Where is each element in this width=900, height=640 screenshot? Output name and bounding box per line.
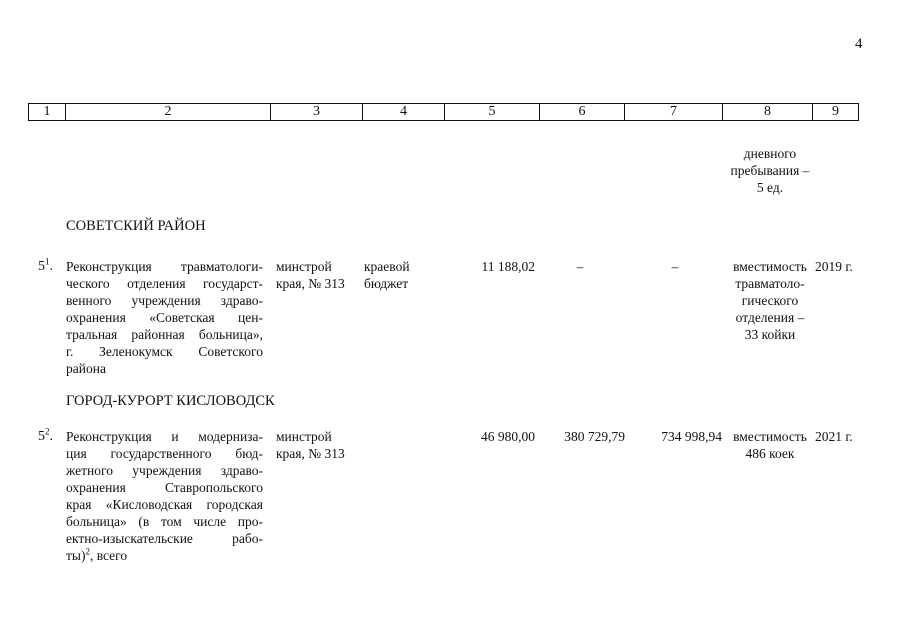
text-line: минстрой — [276, 429, 332, 444]
text-line: ция государственного бюд- — [66, 446, 263, 461]
text-line: отделения – — [735, 310, 805, 325]
text-line: пребывания – — [730, 163, 810, 178]
text-line: тральная районная больница», — [66, 327, 263, 342]
customer — [276, 428, 345, 462]
section-title-kislovodsk: ГОРОД-КУРОРТ КИСЛОВОДСК — [66, 393, 275, 409]
text-line: края, № 313 — [276, 446, 345, 461]
capacity — [718, 258, 822, 343]
col6-value: – — [576, 259, 584, 274]
row-number: $5^1$. — [38, 256, 53, 274]
text-line: больница» (в том числе про- — [66, 514, 263, 529]
text-line: г. Зеленокумск Советского — [66, 344, 263, 359]
page-number: 4 — [855, 36, 863, 52]
text-line: венного учреждения здраво- — [66, 293, 263, 308]
text-line: бюджет — [364, 276, 409, 291]
column-header-1: 1 — [29, 104, 66, 121]
col6-value: 380 729,79 — [564, 429, 625, 444]
text-line: района — [66, 361, 106, 376]
text-line: краевой — [364, 259, 410, 274]
column-header-3: 3 — [271, 104, 363, 121]
customer — [276, 258, 345, 292]
column-header-2: 2 — [66, 104, 271, 121]
text-line: охранения Ставропольского — [66, 480, 263, 495]
text-line: 5 ед. — [756, 180, 784, 195]
col7-value: – — [671, 259, 679, 274]
text-line: травматоло- — [735, 276, 805, 291]
completion-year: 2019 г. — [815, 259, 853, 274]
column-header-4: 4 — [363, 104, 445, 121]
col5-value: 46 980,00 — [481, 429, 535, 444]
funding-source — [364, 258, 410, 292]
text-line: 486 коек — [745, 446, 795, 461]
text-line: гического — [741, 293, 799, 308]
text-line: ектно-изыскательские рабо- — [66, 531, 263, 546]
column-header-6: 6 — [540, 104, 625, 121]
text-line: минстрой — [276, 259, 332, 274]
text-line: жетного учреждения здраво- — [66, 463, 263, 478]
object-name — [66, 258, 263, 377]
text-line: ческого отделения государст- — [66, 276, 263, 291]
column-header-7: 7 — [625, 104, 723, 121]
text-line: 33 койки — [744, 327, 796, 342]
text-line: Реконструкция травматологи- — [66, 259, 263, 274]
completion-year: 2021 г. — [815, 429, 853, 444]
col7-value: 734 998,94 — [661, 429, 722, 444]
text-line: ты)$^2$, всего — [66, 546, 128, 563]
object-name — [66, 428, 263, 564]
column-header-9: 9 — [813, 104, 859, 121]
capacity — [718, 428, 822, 462]
column-header-8: 8 — [723, 104, 813, 121]
text-line: края «Кисловодская городская — [66, 497, 263, 512]
column-number-header — [28, 103, 859, 121]
row-number: $5^2$. — [38, 426, 53, 444]
text-line: Реконструкция и модерниза- — [66, 429, 263, 444]
text-line: охранения «Советская цен- — [66, 310, 263, 325]
column-header-5: 5 — [445, 104, 540, 121]
text-line: дневного — [743, 146, 797, 161]
col5-value: 11 188,02 — [481, 259, 535, 274]
text-line: вместимость — [733, 429, 807, 444]
continuation-capacity — [718, 145, 822, 196]
text-line: вместимость — [733, 259, 807, 274]
text-line: края, № 313 — [276, 276, 345, 291]
section-title-sovetsky: СОВЕТСКИЙ РАЙОН — [66, 218, 206, 234]
